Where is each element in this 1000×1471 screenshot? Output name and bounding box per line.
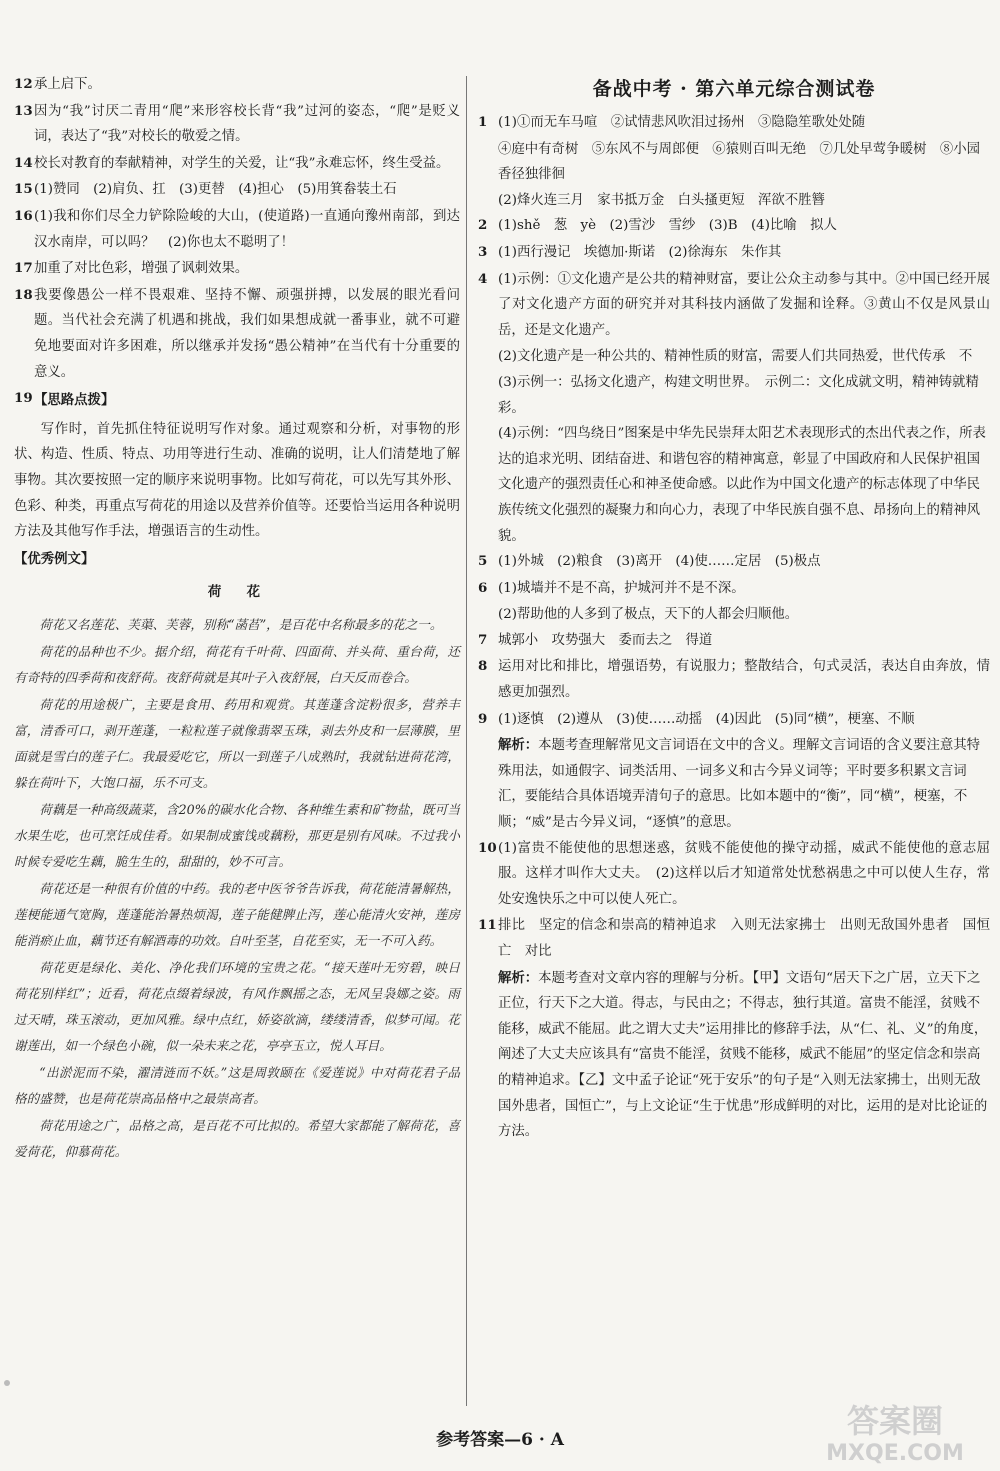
answer-11: 11 排比 坚定的信念和崇高的精神追求 入则无法家拂士 出则无敌国外患者 国恒亡 对比 xyxy=(478,917,990,959)
example-essay xyxy=(14,612,460,1165)
answer-1: 1 (1)①而无车马喧 ②试情悲风吹泪过扬州 ③隐隐笙歌处处随 xyxy=(478,114,866,130)
answer-10: 10 (1)富贵不能使他的思想迷惑，贫贱不能使他的操守动摇，威武不能使他的意志屈服。这样才叫作大丈夫。 (2)这样以后才知道常处忧愁祸患之中可以使人生存，常处安逸快乐之中可以使人死亡。 xyxy=(478,839,990,907)
answer-12: 12 承上启下。 xyxy=(14,76,101,92)
writing-guidance: 写作时，首先抓住特征说明写作对象。通过观察和分析，对事物的形状、构造、性质、特点、功用等进行生动、准确的说明，让人们清楚地了解事物。其次要按照一定的顺序来说明事物。比如写荷花，可以先写其外形、色彩、种类，再重点写荷花的用途以及营养价值等。还要恰当运用各种说明方法及其他写作手法，增强语言的生动性。 xyxy=(14,421,460,540)
answer-19: 19 【思路点拨】 xyxy=(14,390,115,409)
answer-15: 15 (1)赞同 (2)肩负、扛 (3)更替 (4)担心 (5)用箕畚装土石 xyxy=(14,181,397,198)
answer-7: 7 城郭小 攻势强大 委而去之 得道 xyxy=(478,631,713,648)
answer-16: 16 (1)我和你们尽全力铲除险峻的大山，(使道路)一直通向豫州南部，到达汉水南岸，可以吗？ (2)你也太不聪明了！ xyxy=(14,207,460,250)
essay-paragraph: “出淤泥而不染，濯清涟而不妖。”这是周敦颐在《爱莲说》中对荷花君子品格的盛赞，也是荷花崇高品格中之最崇高者。 xyxy=(14,1064,460,1106)
answer-9-analysis: 解析：本题考查理解常见文言词语在文中的含义。理解文言词语的含义要注意其特殊用法，如通假字、词类活用、一词多义和古今异义词等；平时要多积累文言词汇，要能结合具体语境弄清句子的意思。比如本题中的“衡”，同“横”，梗塞，不顺；“威”是古今异义词，“逐慎”的意思。 xyxy=(498,737,981,831)
answer-17: 17 加重了对比色彩，增强了讽刺效果。 xyxy=(14,260,249,277)
answer-4-part2: (2)文化遗产是一种公共的、精神性质的财富，需要人们共同热爱，世代传承 不 xyxy=(498,349,973,365)
answer-9: 9 (1)逐慎 (2)遵从 (3)使……动摇 (4)因此 (5)同“横”，梗塞、不顺 xyxy=(478,710,915,727)
essay-title: 荷 花 xyxy=(207,584,267,601)
answer-4-part4: (4)示例：“四鸟绕日”图案是中华先民崇拜太阳艺术表现形式的杰出代表之作，所表达的追求光明、团结奋进、和谐包容的精神寓意，彰显了中国政府和人民保护祖国文化遗产的强烈责任心和神圣使命感。以此作为中国文化遗产的标志体现了中华民族传统文化强烈的凝聚力和向心力，表现了中华民族自强不息、昂扬向上的精神风貌。 xyxy=(498,426,986,544)
example-essay-tag: 【优秀例文】 xyxy=(14,550,95,567)
answer-2: 2 (1)shě 葱 yè (2)雪沙 雪纱 (3)B (4)比喻 拟人 xyxy=(478,217,837,234)
watermark-logo xyxy=(810,1396,980,1466)
answer-13: 13 因为“我”讨厌二青用“爬”来形容校长背“我”过河的姿态，“爬”是贬义词，表达了“我”对校长的敬爱之情。 xyxy=(14,102,460,145)
watermark-text: 答案圈 xyxy=(846,1402,944,1440)
essay-paragraph: 荷花更是绿化、美化、净化我们环境的宝贵之花。“接天莲叶无穷碧，映日荷花别样红”；近看，荷花点缀着绿波，有风作飘摇之态，无风呈袅娜之姿。雨过天晴，珠玉滚动，更加风雅。绿中点红，娇姿欲滴，缕缕清香，似梦可闻。花谢莲出，如一个绿色小碗，似一朵未来之花，亭亭玉立，悦人耳目。 xyxy=(14,959,460,1053)
answer-5: 5 (1)外城 (2)粮食 (3)离开 (4)使……定居 (5)极点 xyxy=(478,553,821,570)
essay-paragraph: 荷藕是一种高级蔬菜，含20%的碳水化合物、各种维生素和矿物盐，既可当水果生吃，也可烹饪成佳肴。如果制成蜜饯或藕粉，那更是别有风味。不过我小时候专爱吃生藕，脆生生的，甜甜的，妙不可言。 xyxy=(14,801,460,869)
left-column xyxy=(14,72,460,1166)
answer-3: 3 (1)西行漫记 埃德加·斯诺 (2)徐海东 朱作其 xyxy=(478,243,782,260)
answer-18: 18 我要像愚公一样不畏艰难、坚持不懈、顽强拼搏，以发展的眼光看问题。当代社会充满了机遇和挑战，我们如果想成就一番事业，就不可避免地要面对许多困难，所以继承并发扬“愚公精神”在当代有十分重要的意义。 xyxy=(14,286,460,380)
essay-paragraph: 荷花用途之广，品格之高，是百花不可比拟的。希望大家都能了解荷花，喜爱荷花，仰慕荷花。 xyxy=(14,1117,460,1159)
answer-4-part3: (3)示例一：弘扬文化遗产，构建文明世界。 示例二：文化成就文明，精神铸就精彩。 xyxy=(498,374,979,416)
page-footer: 参考答案—6 · A xyxy=(436,1430,564,1450)
watermark-url: MXQE.COM xyxy=(826,1441,964,1466)
answer-6-part2: (2)帮助他的人多到了极点，天下的人都会归顺他。 xyxy=(498,607,799,623)
right-column xyxy=(478,78,990,1145)
essay-paragraph: 荷花又名莲花、芙蕖、芙蓉，别称“菡萏”，是百花中名称最多的花之一。 xyxy=(39,616,443,632)
answer-14: 14 校长对教育的奉献精神，对学生的关爱，让“我”永难忘怀，终生受益。 xyxy=(14,154,450,171)
margin-dot xyxy=(4,1380,10,1386)
essay-paragraph: 荷花的品种也不少。据介绍，荷花有千叶荷、四面荷、并头荷、重台荷，还有奇特的四季荷和夜舒荷。夜舒荷就是其叶子入夜舒展，白天反而卷合。 xyxy=(14,643,460,685)
answer-8: 8 运用对比和排比，增强语势，有说服力；整散结合，句式灵活，表达自由奔放，情感更加强烈。 xyxy=(478,658,990,701)
answer-1-part2: (2)烽火连三月 家书抵万金 白头搔更短 浑欲不胜簪 xyxy=(498,192,825,208)
answer-4: 4 (1)示例：①文化遗产是公共的精神财富，要让公众主动参与其中。②中国已经开展了对文化遗产方面的研究并对其科技内涵做了发掘和诠释。③黄山不仅是风景山岳，还是文化遗产。 xyxy=(478,270,990,338)
answer-11-analysis: 解析：本题考查对文章内容的理解与分析。【甲】文语句“居天下之广居，立天下之正位，行天下之大道。得志，与民由之；不得志，独行其道。富贵不能淫，贫贱不能移，威武不能屈。此之谓大丈夫”运用排比的修辞手法，从“仁、礼、义”的角度，阐述了大丈夫应该具有“富贵不能淫，贫贱不能移，威武不能屈”的坚定信念和崇高的精神追求。【乙】文中孟子论证“死于安乐”的句子是“入则无法家拂士，出则无敌国外患者，国恒亡”，与上文论证“生于忧患”形成鲜明的对比，运用的是对比论证的方法。 xyxy=(498,969,988,1140)
section-title: 备战中考 · 第六单元综合测试卷 xyxy=(592,78,876,100)
essay-paragraph: 荷花还是一种很有价值的中药。我的老中医爷爷告诉我，荷花能清暑解热，莲梗能通气宽胸，莲蓬能治暑热烦渴，莲子能健脾止泻，莲心能清火安神，莲房能消瘀止血，藕节还有解酒毒的功效。自叶至茎，自花至实，无一不可入药。 xyxy=(14,880,460,948)
essay-paragraph: 荷花的用途极广，主要是食用、药用和观赏。其莲蓬含淀粉很多，营养丰富，清香可口，剥开莲蓬，一粒粒莲子就像翡翠玉珠，剥去外皮和一层薄膜，里面就是雪白的莲子仁。我最爱吃它，所以一到莲子八成熟时，我就钻进荷花湾，躲在荷叶下，大饱口福，乐不可支。 xyxy=(14,696,460,790)
answer-1-cont: ④庭中有奇树 ⑤东风不与周郎便 ⑥猿则百叫无绝 ⑦几处早莺争暖树 ⑧小园香径独徘徊 xyxy=(498,141,981,183)
answer-6: 6 (1)城墙并不是不高，护城河并不是不深。 xyxy=(478,579,745,596)
column-divider xyxy=(466,76,467,1406)
